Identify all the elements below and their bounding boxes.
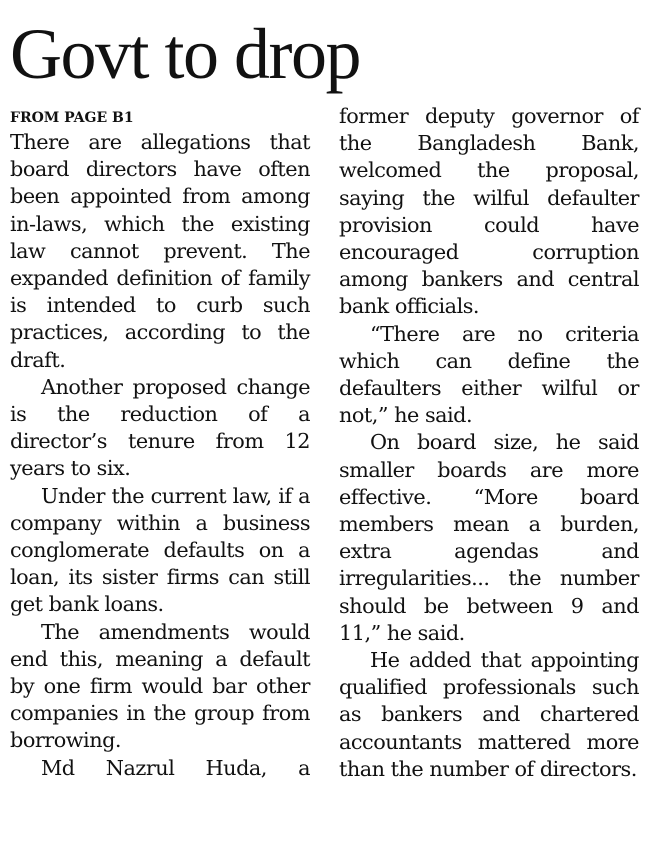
paragraph: “There are no criteria which can define the defaulters either wilful or not,” he said. (339, 321, 639, 428)
paragraph: The amendments would end this, meaning a default by one firm would bar other companies in the group from borrowing. (10, 619, 310, 753)
paragraph: He added that appointing qualified professionals such as bankers and chartered accountants mattered more than the number of directors. (339, 648, 639, 781)
headline: Govt to drop (10, 14, 360, 94)
paragraph: There are allegations that board directors have often been appointed from among in-laws, which the existing law cannot prevent. The expanded definition of family is intended to curb such practices, according to the draft. (10, 130, 310, 372)
paragraph: Another proposed change is the reduction of a director’s tenure from 12 years to six. (10, 374, 310, 481)
paragraph: Md Nazrul Huda, a (41, 755, 310, 780)
article-column-right (339, 103, 639, 783)
article-column-left (10, 103, 310, 782)
paragraph: Under the current law, if a company within a business conglomerate defaults on a loan, its sister firms can still get bank loans. (10, 483, 310, 617)
paragraph: former deputy governor of the Bangladesh Bank, welcomed the proposal, saying the wilful defaulter provision could have encouraged corruption among bankers and central bank officials. (339, 104, 639, 319)
jump-kicker: FROM PAGE B1 (10, 110, 134, 126)
paragraph: On board size, he said smaller boards are more effective. “More board members mean a burden, extra agendas and irregularities... the number should be between 9 and 11,” he said. (339, 430, 639, 645)
